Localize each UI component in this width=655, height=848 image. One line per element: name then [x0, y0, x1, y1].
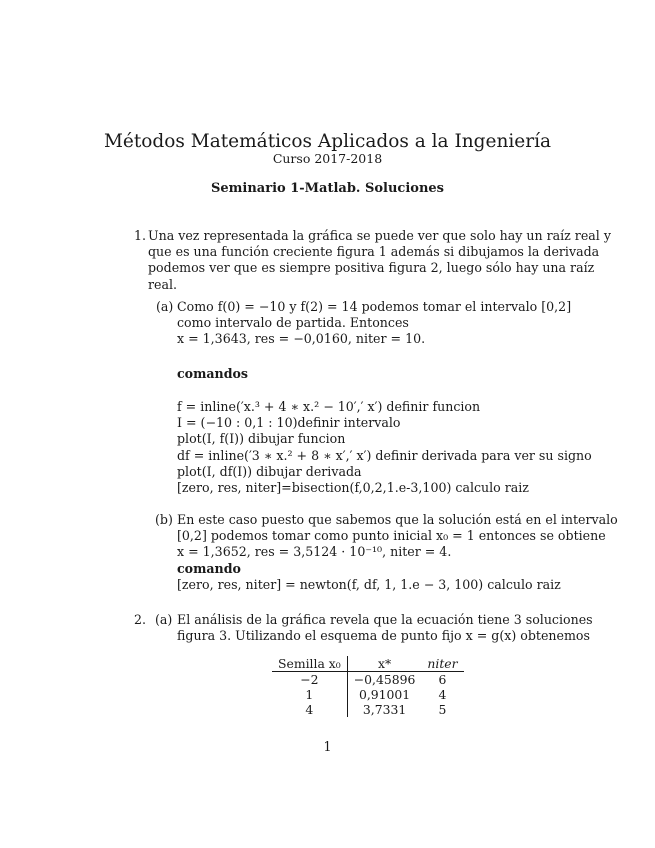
- cell-seed: 1: [272, 687, 347, 702]
- text-line: podemos ver que es siempre positiva figura 2, luego sólo hay una raíz: [148, 260, 595, 276]
- command-line: [zero, res, niter]=bisection(f,0,2,1.e-3,100) calculo raiz: [177, 480, 529, 496]
- header-niter: niter: [421, 656, 463, 672]
- problem-1-number: 1.: [134, 228, 147, 243]
- seminar-heading: Seminario 1-Matlab. Soluciones: [211, 181, 444, 196]
- cell-seed: 4: [272, 702, 347, 717]
- text-line: que es una función creciente figura 1 además si dibujamos la derivada: [148, 244, 600, 260]
- command-line: plot(I, df(I)) dibujar derivada: [177, 463, 362, 479]
- header-root: x*: [347, 656, 421, 672]
- commands-list: [177, 399, 592, 496]
- table-header-row: [272, 656, 464, 672]
- problem-2-number: 2.: [134, 612, 147, 627]
- part-2a-label: (a): [155, 612, 173, 627]
- table-row: [272, 672, 464, 688]
- course-year: Curso 2017-2018: [272, 151, 383, 166]
- cell-niter: 4: [438, 687, 447, 702]
- document-title: Métodos Matemáticos Aplicados a la Ingeniería: [103, 131, 552, 152]
- part-1a-text: [177, 299, 572, 348]
- text-line: x = 1,3652, res = 3,5124 · 10⁻¹⁰, niter = 4.: [177, 544, 452, 560]
- text-line: real.: [148, 276, 178, 292]
- part-1b-label: (b): [155, 512, 173, 527]
- cell-root: −0,45896: [353, 672, 416, 687]
- text-line: En este caso puesto que sabemos que la solución está en el intervalo: [177, 512, 618, 527]
- text-line: Una vez representada la gráfica se puede ver que solo hay un raíz real y: [148, 228, 611, 243]
- table-row: [272, 687, 464, 702]
- text-line: x = 1,3643, res = −0,0160, niter = 10.: [177, 331, 426, 347]
- command-line: plot(I, f(I)) dibujar funcion: [177, 431, 346, 447]
- cell-root: 3,7331: [362, 702, 407, 717]
- command-line: I = (−10 : 0,1 : 10)definir intervalo: [177, 415, 401, 431]
- problem-1-text: [148, 228, 611, 293]
- cell-niter: 6: [438, 672, 447, 687]
- table-row: [272, 702, 464, 717]
- header-seed: Semilla x₀: [272, 656, 347, 672]
- text-line: El análisis de la gráfica revela que la ecuación tiene 3 soluciones: [177, 612, 593, 627]
- cell-root: 0,91001: [358, 687, 411, 702]
- part-1b-text: [177, 512, 618, 593]
- commands-heading: comandos: [177, 366, 249, 381]
- text-line: Como f(0) = −10 y f(2) = 14 podemos tomar el intervalo [0,2]: [177, 299, 572, 314]
- text-line: como intervalo de partida. Entonces: [177, 315, 409, 331]
- command-line: df = inline(′3 ∗ x.² + 8 ∗ x′,′ x′) definir derivada para ver su signo: [177, 447, 592, 463]
- text-line: [0,2] podemos tomar como punto inicial x₀ = 1 entonces se obtiene: [177, 528, 606, 544]
- command-line: [zero, res, niter] = newton(f, df, 1, 1.e − 3, 100) calculo raiz: [177, 576, 561, 592]
- fixed-point-results-table: [272, 656, 464, 717]
- cell-niter: 5: [438, 702, 447, 717]
- page-number: 1: [323, 739, 332, 754]
- text-line: figura 3. Utilizando el esquema de punto fijo x = g(x) obtenemos: [177, 628, 590, 644]
- cell-seed: −2: [272, 672, 347, 688]
- command-heading: comando: [177, 560, 241, 576]
- part-2a-text: [177, 612, 593, 644]
- part-1a-label: (a): [156, 299, 174, 314]
- command-line: f = inline(′x.³ + 4 ∗ x.² − 10′,′ x′) definir funcion: [177, 399, 481, 414]
